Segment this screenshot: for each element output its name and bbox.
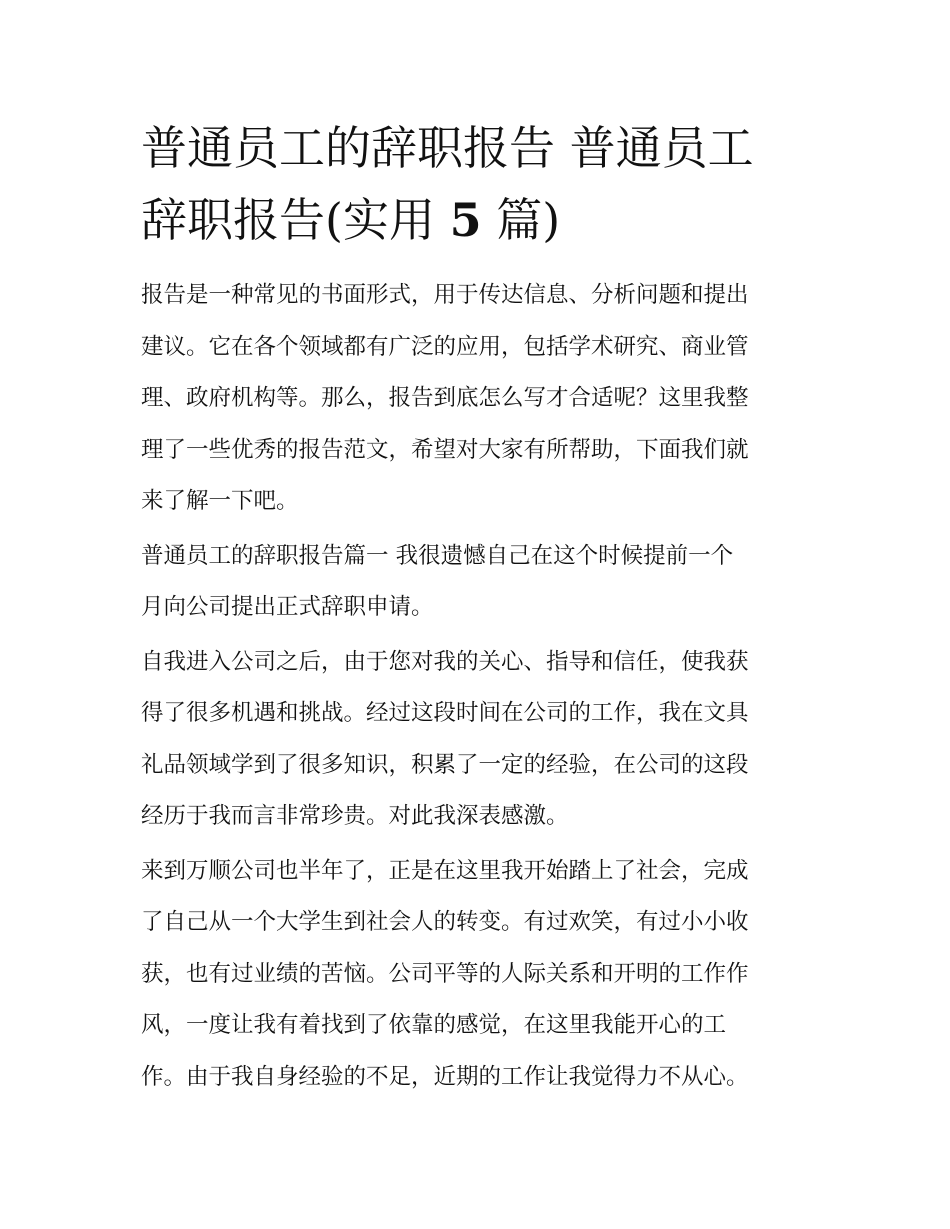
paragraph-intro — [141, 270, 813, 528]
title-suffix: 篇) — [496, 193, 561, 247]
document-body — [141, 112, 813, 1106]
paragraph-line: 建议。它在各个领域都有广泛的应用，包括学术研究、商业管 — [141, 333, 749, 360]
paragraph-line: 得了很多机遇和挑战。经过这段时间在公司的工作，我在文具 — [141, 700, 749, 726]
paragraph-experience — [141, 846, 813, 1104]
title-text: 辞职报告(实用 — [141, 193, 435, 247]
paragraph-line: 来到万顺公司也半年了，正是在这里我开始踏上了社会，完成 — [141, 857, 749, 884]
paragraph-gratitude — [141, 637, 813, 843]
title-line-2 — [141, 184, 813, 256]
title-number: 5 — [449, 193, 482, 247]
title-line-1: 普通员工的辞职报告 普通员工 — [141, 121, 754, 175]
paragraph-line: 自我进入公司之后，由于您对我的关心、指导和信任，使我获 — [141, 648, 749, 675]
paragraph-line: 作。由于我自身经验的不足，近期的工作让我觉得力不从心。 — [141, 1063, 749, 1090]
paragraph-line: 报告是一种常见的书面形式，用于传达信息、分析问题和提出 — [141, 282, 749, 308]
paragraph-line: 礼品领域学到了很多知识，积累了一定的经验，在公司的这段 — [141, 751, 749, 778]
paragraph-line: 获，也有过业绩的苦恼。公司平等的人际关系和开明的工作作 — [141, 960, 749, 987]
paragraph-line: 月向公司提出正式辞职申请。 — [141, 594, 434, 620]
paragraph-line: 风，一度让我有着找到了依靠的感觉，在这里我能开心的工 — [141, 1012, 727, 1038]
paragraph-section-one-heading — [141, 531, 813, 634]
paragraph-line: 了自己从一个大学生到社会人的转变。有过欢笑，有过小小收 — [141, 909, 749, 935]
document-title — [141, 112, 813, 256]
paragraph-line: 理了一些优秀的报告范文，希望对大家有所帮助，下面我们就 — [141, 436, 749, 463]
paragraph-line: 经历于我而言非常珍贵。对此我深表感激。 — [141, 803, 569, 829]
paragraph-line: 理、政府机构等。那么，报告到底怎么写才合适呢？这里我整 — [141, 385, 749, 411]
paragraph-line: 普通员工的辞职报告篇一 我很遗憾自己在这个时候提前一个 — [141, 542, 734, 569]
paragraph-line: 来了解一下吧。 — [141, 488, 299, 514]
